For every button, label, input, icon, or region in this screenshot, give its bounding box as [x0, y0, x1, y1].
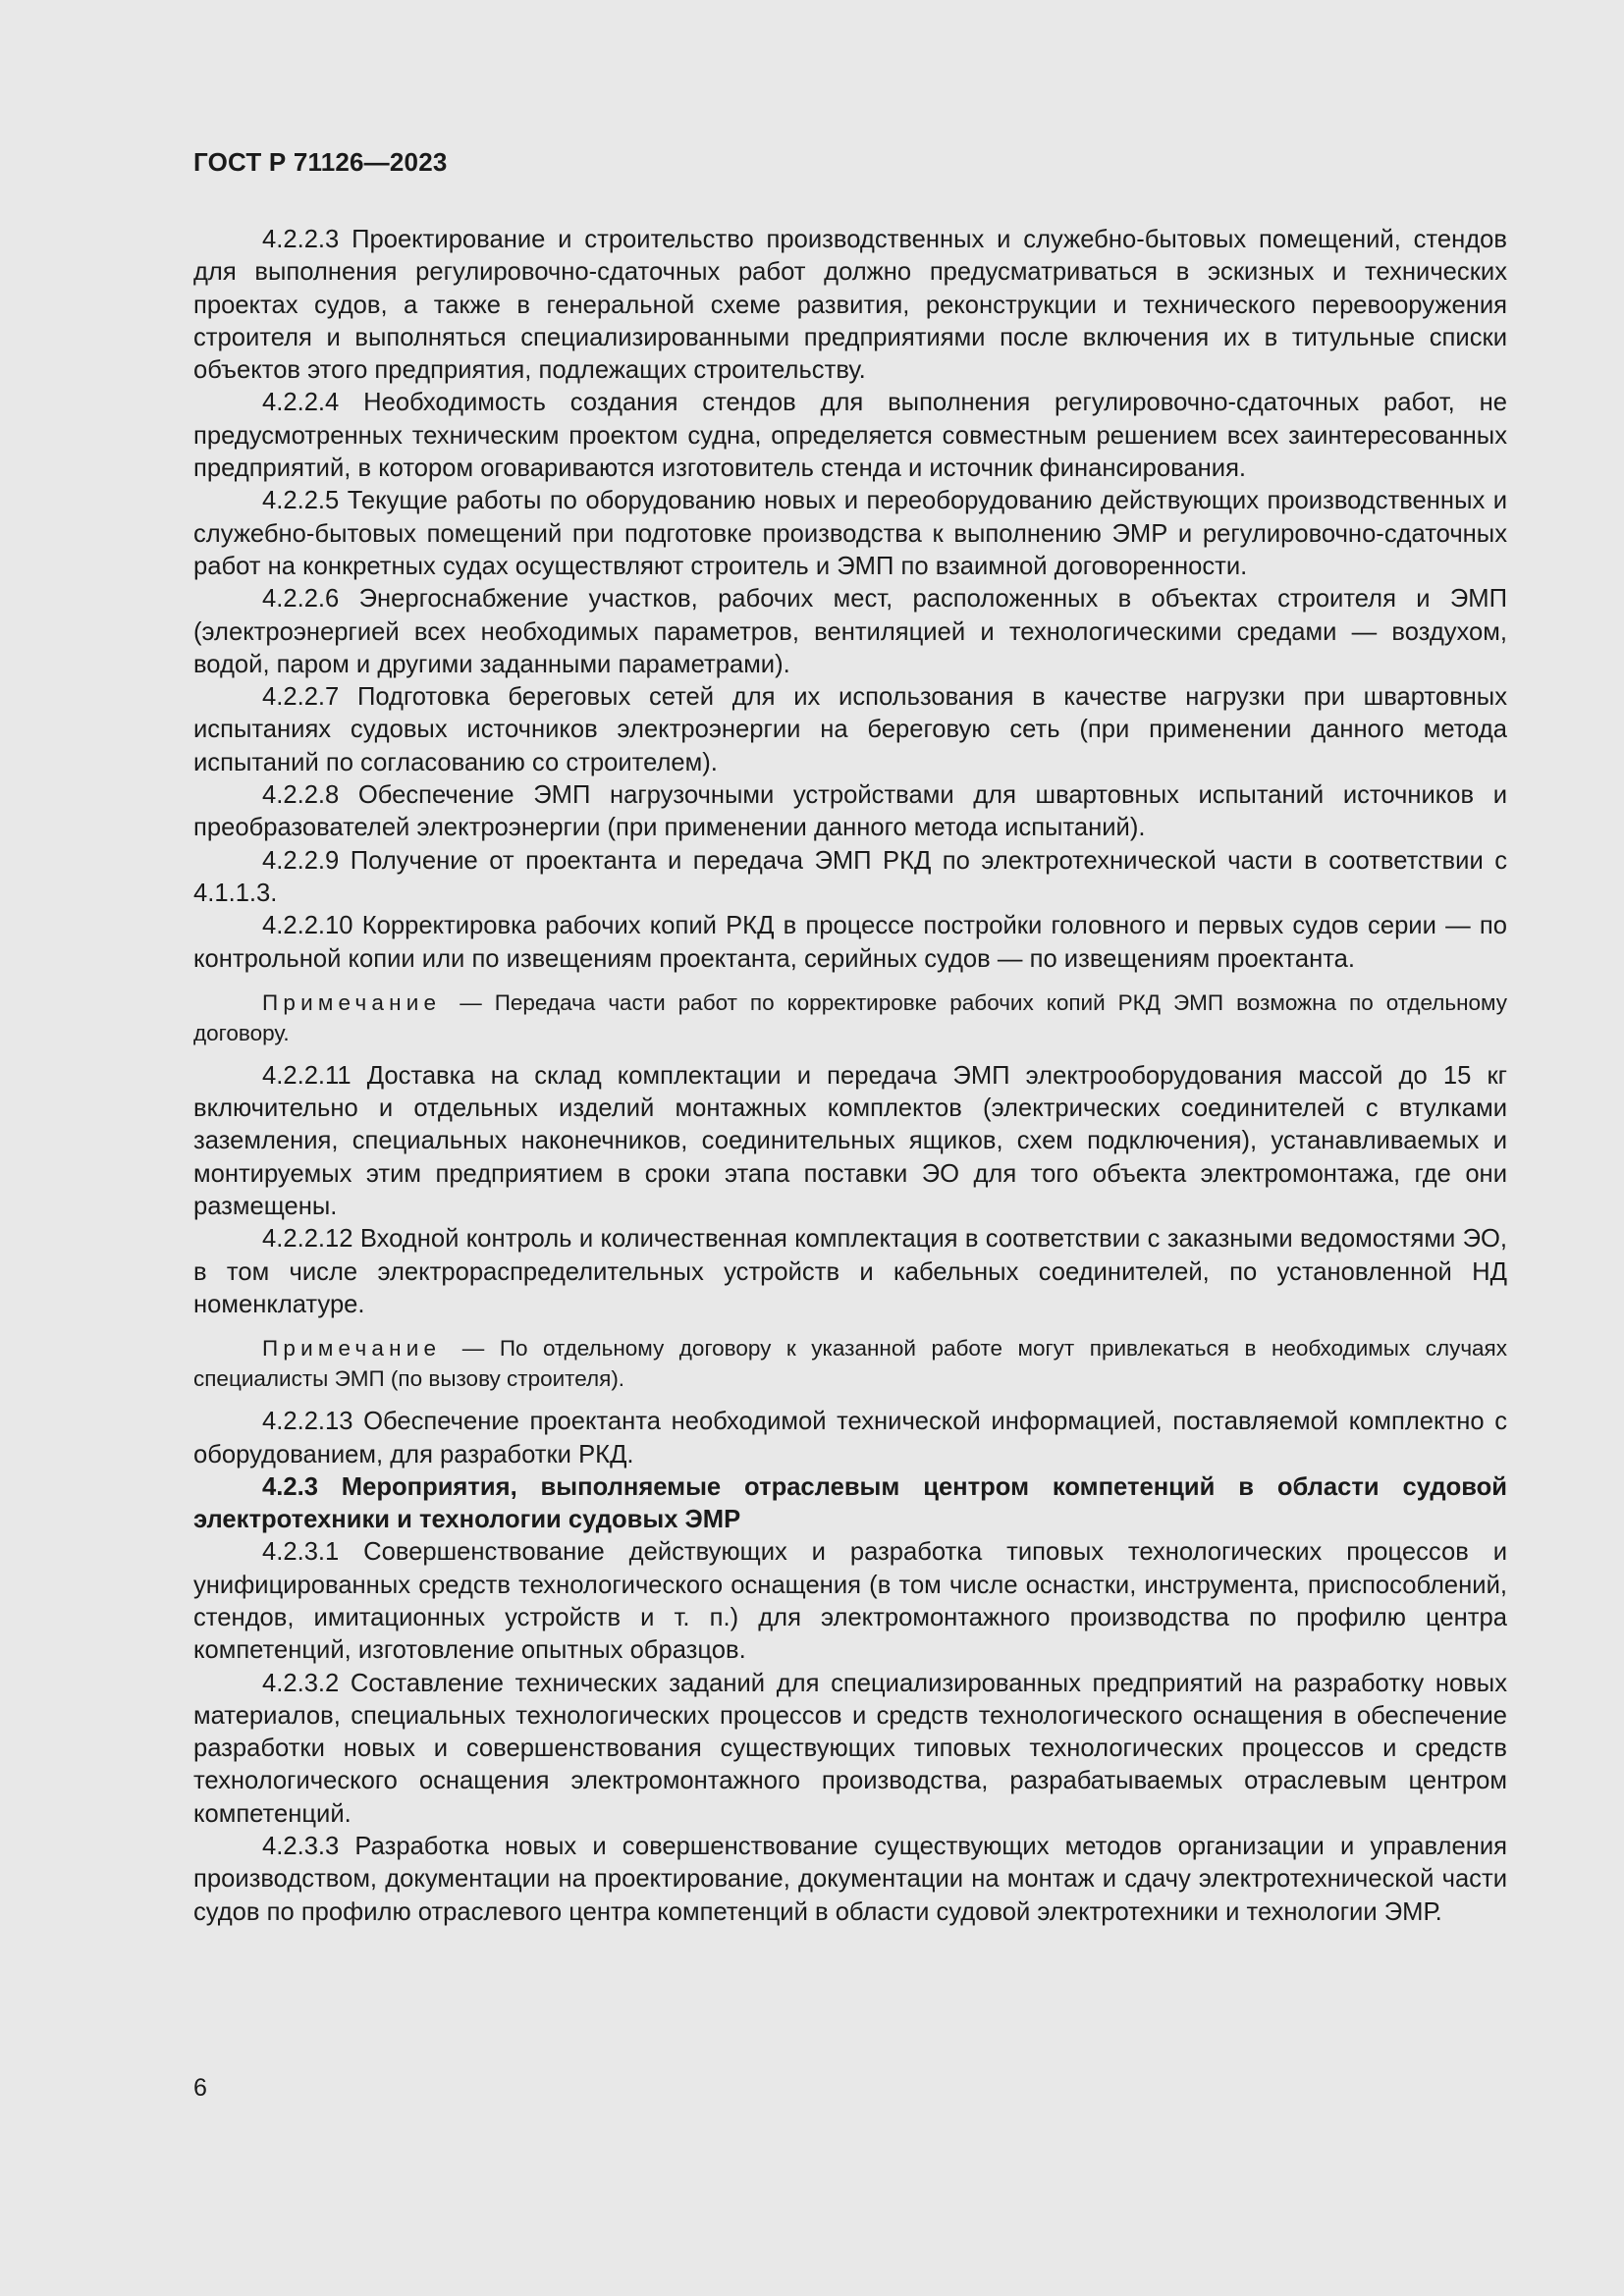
paragraph-4-2-3-3: 4.2.3.3 Разработка новых и совершенствование существующих методов организации и управления производством, документации на проектирование, документации на монтаж и сдачу электротехнической части судов по профилю отраслевого центра компетенций в области судовой электротехники и технологии ЭМР.	[193, 1833, 1507, 1926]
paragraph-4-2-2-6: 4.2.2.6 Энергоснабжение участков, рабочих мест, расположенных в объектах строителя и ЭМП (электроэнергией всех необходимых параметров, вентиляцией и технологическими средами — воздухом, водой, паром и другими заданными параметрами).	[193, 585, 1507, 678]
document-code: ГОСТ Р 71126—2023	[193, 147, 448, 177]
paragraph-4-2-2-11: 4.2.2.11 Доставка на склад комплектации и передача ЭМП электрооборудования массой до 15 кг включительно и отдельных изделий монтажных комплектов (электрических соединителей с втулками заземления, специальных наконечников, соединительных ящиков, схем подключения), устанавливаемых и монтируемых этим предприятием в сроки этапа поставки ЭО для того объекта электромонтажа, где они размещены.	[193, 1061, 1507, 1221]
page-number: 6	[193, 2074, 207, 2102]
note-2	[193, 1333, 1507, 1394]
paragraph-4-2-2-8: 4.2.2.8 Обеспечение ЭМП нагрузочными устройствами для швартовных испытаний источников и преобразователей электроэнергии (при применении данного метода испытаний).	[193, 781, 1507, 842]
paragraph-4-2-3-2: 4.2.3.2 Составление технических заданий для специализированных предприятий на разработку новых материалов, специальных технологических процессов и средств технологического оснащения в обеспечение разработки новых и совершенствования существующих типовых технологических процессов и средств технологического оснащения электромонтажного производства, разрабатываемых отраслевым центром компетенций.	[193, 1669, 1507, 1828]
paragraph-4-2-2-9: 4.2.2.9 Получение от проектанта и передача ЭМП РКД по электротехнической части в соответствии с 4.1.1.3.	[193, 846, 1507, 907]
paragraph-4-2-2-7: 4.2.2.7 Подготовка береговых сетей для их использования в качестве нагрузки при швартовных испытаниях судовых источников электроэнергии на береговую сеть (при применении данного метода испытаний по согласованию со строителем).	[193, 683, 1507, 776]
note-label: Примечание	[262, 989, 442, 1015]
note-text: — По отдельному договору к указанной работе могут привлекаться в необходимых случаях специалисты ЭМП (по вызову строителя).	[193, 1336, 1507, 1392]
paragraph-4-2-2-4: 4.2.2.4 Необходимость создания стендов для выполнения регулировочно-сдаточных работ, не предусмотренных техническим проектом судна, определяется совместным решением всех заинтересованных предприятий, в котором оговариваются изготовитель стенда и источник финансирования.	[193, 389, 1507, 483]
paragraph-4-2-2-10: 4.2.2.10 Корректировка рабочих копий РКД в процессе постройки головного и первых судов серии — по контрольной копии или по извещениям проектанта, серийных судов — по извещениям проектанта.	[193, 912, 1507, 973]
paragraph-4-2-2-12: 4.2.2.12 Входной контроль и количественная комплектация в соответствии с заказными ведомостями ЭО, в том числе электрораспределительных устройств и кабельных соединителей, по установленной НД номенклатуре.	[193, 1225, 1507, 1318]
note-1	[193, 988, 1507, 1048]
paragraph-4-2-2-5: 4.2.2.5 Текущие работы по оборудованию новых и переоборудованию действующих производственных и служебно-бытовых помещений при подготовке производства к выполнению ЭМР и регулировочно-сдаточных работ на конкретных судах осуществляют строитель и ЭМП по взаимной договоренности.	[193, 487, 1507, 580]
paragraph-4-2-2-3: 4.2.2.3 Проектирование и строительство производственных и служебно-бытовых помещений, стендов для выполнения регулировочно-сдаточных работ должно предусматриваться в эскизных и технических проектах судов, а также в генеральной схеме развития, реконструкции и технического перевооружения строителя и выполняться специализированными предприятиями после включения их в титульные списки объектов этого предприятия, подлежащих строительству.	[193, 226, 1507, 385]
document-body	[193, 224, 1507, 1929]
paragraph-4-2-3-1: 4.2.3.1 Совершенствование действующих и разработка типовых технологических процессов и унифицированных средств технологического оснащения (в том числе оснастки, инструмента, приспособлений, стендов, имитационных устройств и т. п.) для электромонтажного производства по профилю центра компетенций, изготовление опытных образцов.	[193, 1538, 1507, 1665]
section-heading-4-2-3: 4.2.3 Мероприятия, выполняемые отраслевым центром компетенций в области судовой электротехники и технологии судовых ЭМР	[193, 1472, 1507, 1534]
paragraph-4-2-2-13: 4.2.2.13 Обеспечение проектанта необходимой технической информацией, поставляемой комплектно с оборудованием, для разработки РКД.	[193, 1408, 1507, 1468]
note-label: Примечание	[262, 1336, 442, 1362]
note-text: — Передача части работ по корректировке рабочих копий РКД ЭМП возможна по отдельному договору.	[193, 989, 1507, 1045]
